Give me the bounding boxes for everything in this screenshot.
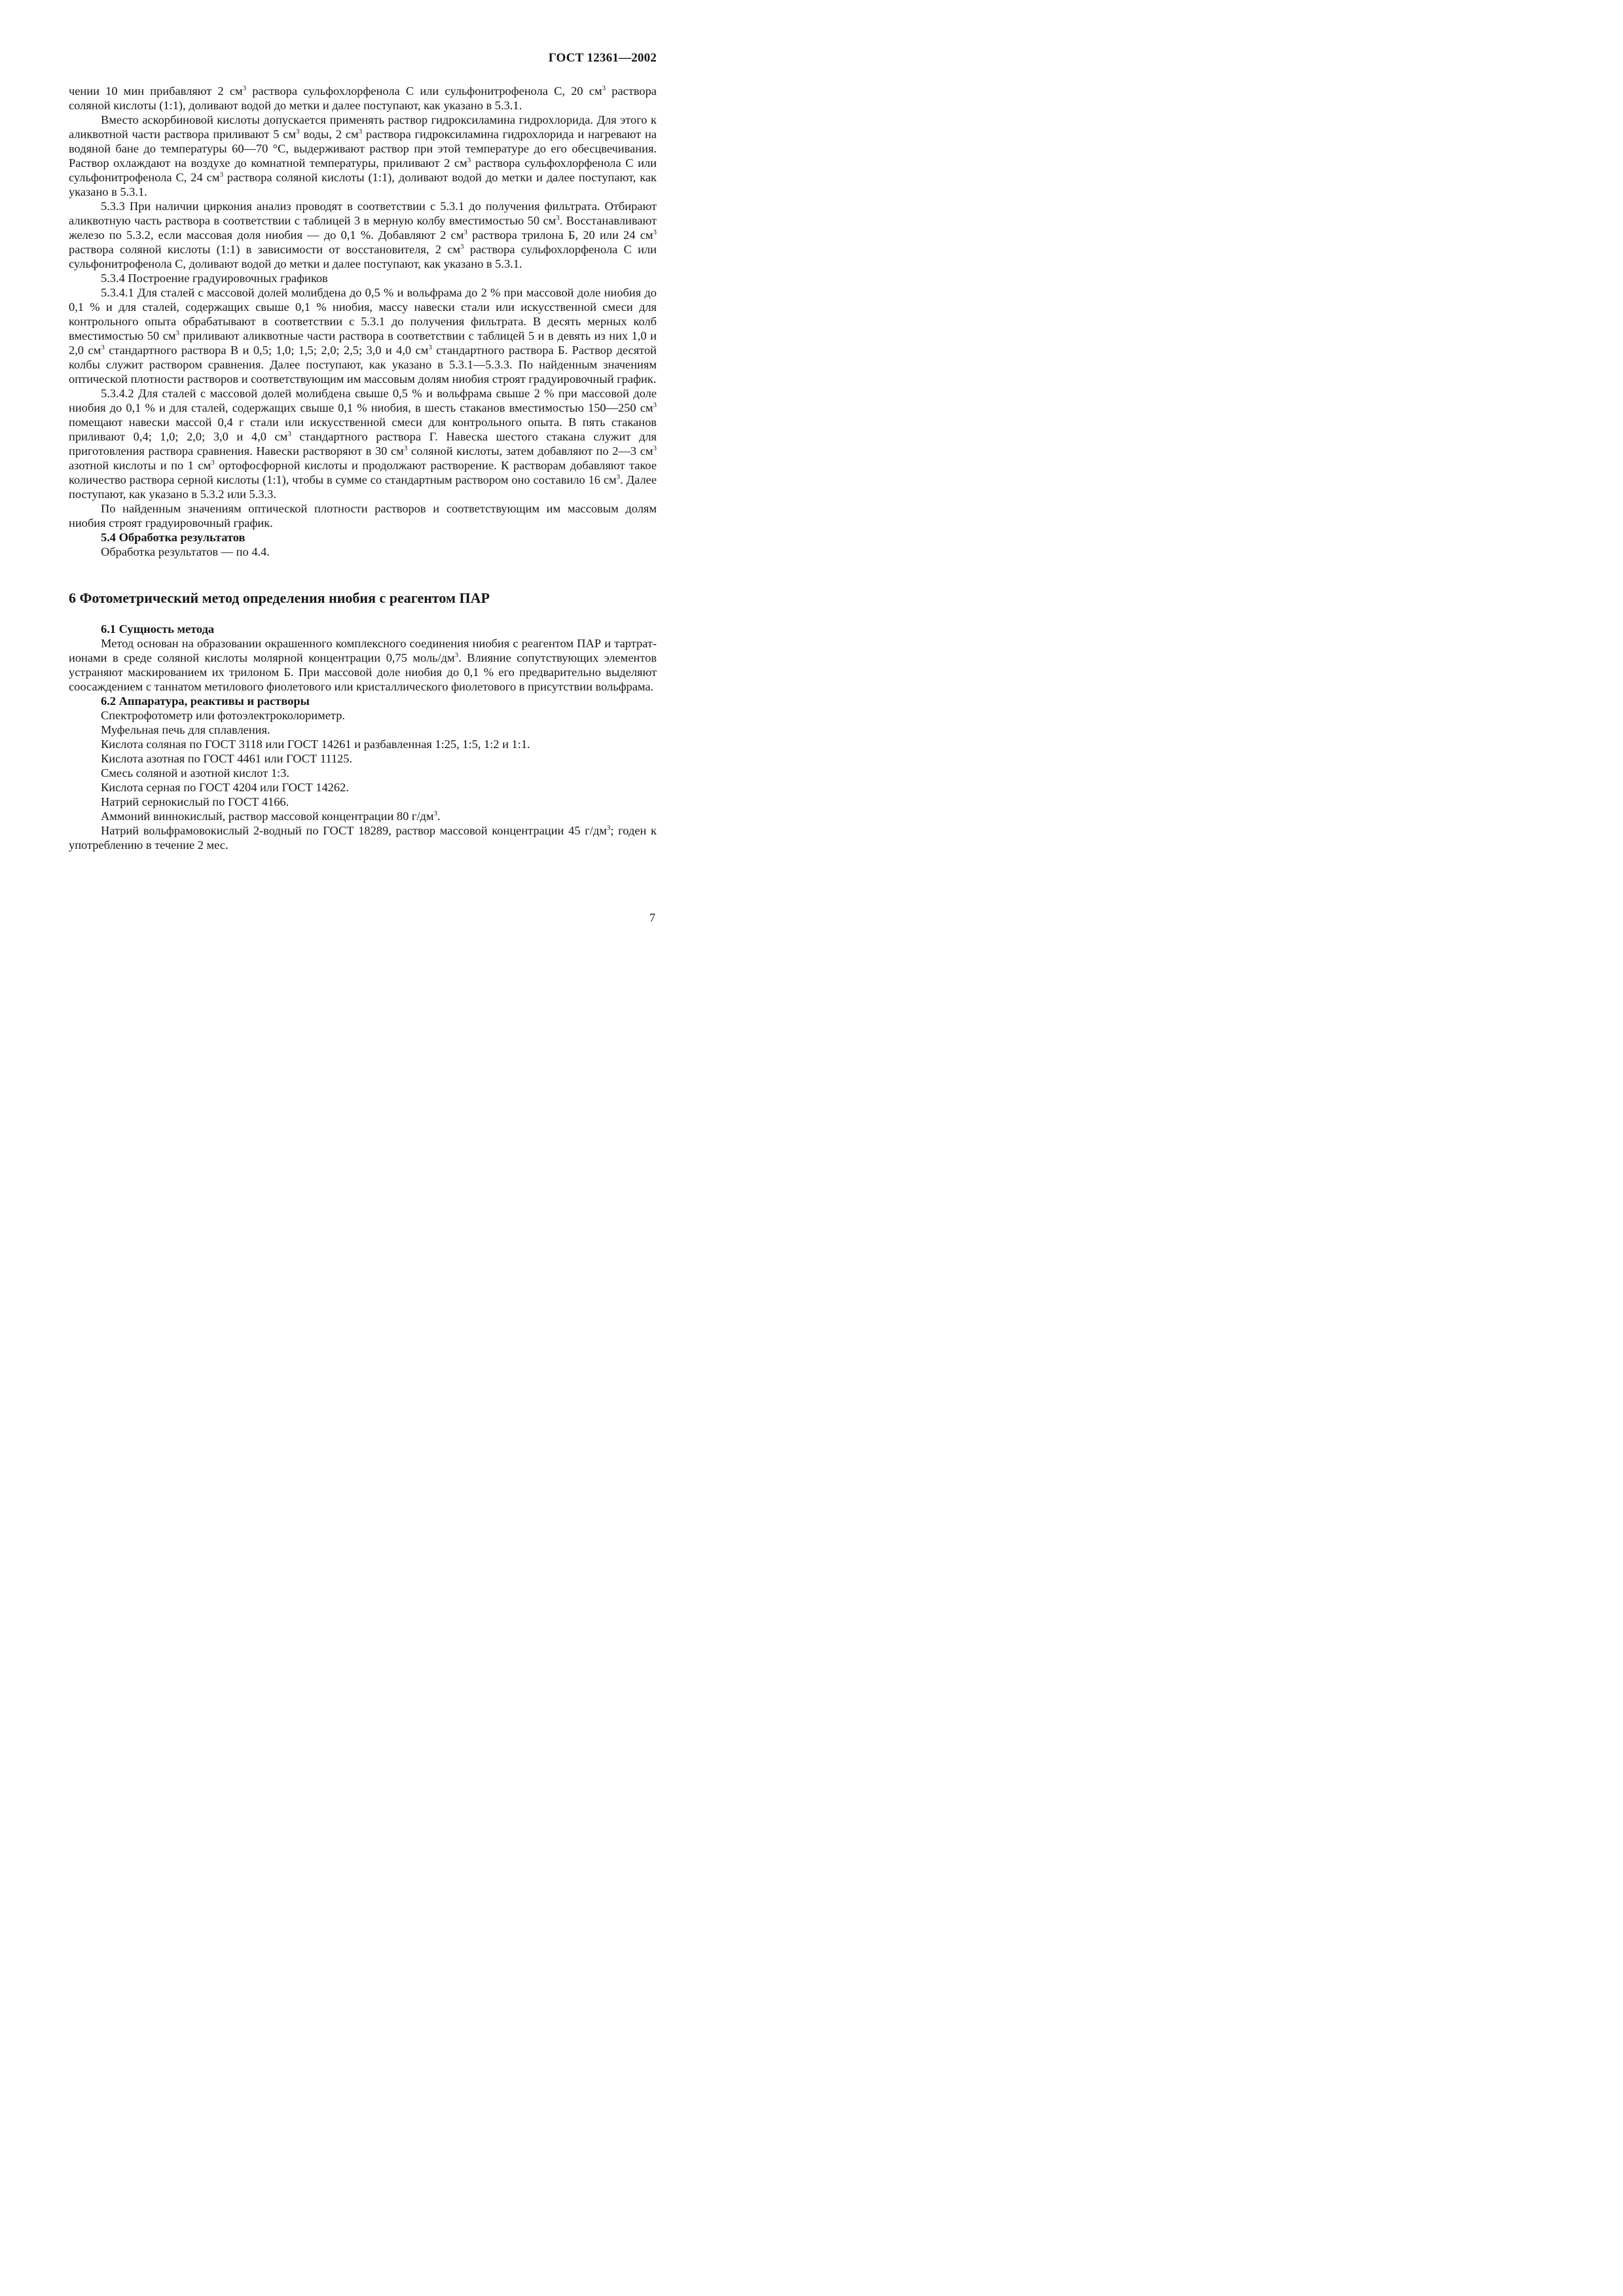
subsection-heading: [69, 622, 657, 636]
paragraph: [69, 84, 657, 113]
text-run: 5.3.3 При наличии циркония анализ проводят в соответствии с 5.3.1 до получения фильтрата. Отбирают аликвотную часть раствора в соответствии с таблицей 3 в мерную колбу вместимостью 50 см: [69, 200, 657, 227]
superscript: 3: [428, 343, 432, 351]
document-body: [69, 84, 657, 852]
text-run: раствора соляной кислоты (1:1), доливают водой до метки и далее поступают, как указано в 5.3.1.: [69, 171, 657, 198]
text-run: ; годен к употреблению в течение 2 мес.: [69, 824, 657, 852]
text-run: ортофосфорной кислоты и продолжают растворение. К растворам добавляют такое количество раствора серной кислоты (1:1), чтобы в сумме со стандартным раствором оно составило 16 см: [69, 459, 657, 486]
paragraph: [69, 723, 657, 737]
superscript: 3: [606, 823, 611, 832]
superscript: 3: [403, 444, 408, 452]
text-run: .: [437, 810, 441, 823]
document-page: [0, 0, 722, 1021]
paragraph: [69, 809, 657, 823]
superscript: 3: [602, 84, 606, 92]
text-run: раствора соляной кислоты (1:1) в зависимости от восстановителя, 2 см: [69, 243, 461, 256]
text-run: Смесь соляной и азотной кислот 1:3.: [101, 766, 289, 780]
text-run: Спектрофотометр или фотоэлектроколориметр.: [101, 709, 345, 722]
text-run: чении 10 мин прибавляют 2 см: [69, 84, 243, 98]
superscript: 3: [616, 473, 621, 481]
text-run: 5.3.4.1 Для сталей с массовой долей молибдена до 0,5 % и вольфрама до 2 % при массовой доле ниобия до 0,1 % и для сталей, содержащих свыше 0,1 % ниобия, массу навески стали или искусственной смеси для контрольного опыта обрабатывают в соответствии с 5.3.1 до получения фильтрата. В десять мерных колб вместимостью 50 см: [69, 286, 657, 342]
superscript: 3: [175, 329, 180, 337]
text-run: Натрий вольфрамовокислый 2-водный по ГОСТ 18289, раствор массовой концентрации 45 г/дм: [101, 824, 607, 837]
text-run: 5.4 Обработка результатов: [101, 531, 246, 544]
superscript: 3: [467, 156, 471, 164]
text-run: соляной кислоты, затем добавляют по 2—3 см: [407, 444, 653, 457]
paragraph: [69, 795, 657, 809]
paragraph: [69, 780, 657, 795]
text-run: Натрий сернокислый по ГОСТ 4166.: [101, 795, 289, 808]
text-run: 6 Фотометрический метод определения ниобия с реагентом ПАР: [69, 590, 490, 606]
text-run: . Восстанавливают железо по 5.3.2, если массовая доля ниобия — до 0,1 %. Добавляют 2 см: [69, 214, 657, 242]
text-run: воды, 2 см: [299, 128, 359, 141]
text-run: приливают аликвотные части раствора в соответствии с таблицей 5 и в девять из них 1,0 и 2,0 см: [69, 329, 657, 357]
paragraph: [69, 823, 657, 852]
superscript: 3: [358, 127, 363, 135]
paragraph: [69, 285, 657, 386]
section-heading: [69, 589, 657, 607]
subsection-heading: [69, 530, 657, 545]
text-run: раствора сульфохлорфенола С или сульфонитрофенола С, 20 см: [246, 84, 602, 98]
superscript: 3: [242, 84, 247, 92]
text-run: 6.1 Сущность метода: [101, 622, 215, 636]
text-run: 5.3.4 Построение градуировочных графиков: [101, 272, 328, 285]
paragraph: [69, 501, 657, 530]
paragraph: [69, 751, 657, 766]
superscript: 3: [101, 343, 105, 351]
text-run: стандартного раствора В и 0,5; 1,0; 1,5; 2,0; 2,5; 3,0 и 4,0 см: [104, 344, 429, 357]
superscript: 3: [460, 242, 464, 251]
superscript: 3: [454, 651, 459, 659]
paragraph: [69, 113, 657, 199]
paragraph: [69, 766, 657, 780]
paragraph: [69, 708, 657, 723]
page-number: 7: [649, 911, 655, 924]
text-run: стандартного раствора Г. Навеска шестого стакана служит для приготовления раствора сравнения. Навески растворяют в 30 см: [69, 430, 657, 457]
superscript: 3: [433, 809, 438, 817]
text-run: Муфельная печь для сплавления.: [101, 723, 270, 736]
text-run: Кислота серная по ГОСТ 4204 или ГОСТ 14262.: [101, 781, 349, 794]
paragraph: [69, 545, 657, 559]
text-run: Кислота соляная по ГОСТ 3118 или ГОСТ 14261 и разбавленная 1:25, 1:5, 1:2 и 1:1.: [101, 738, 530, 751]
superscript: 3: [464, 228, 467, 236]
superscript: 3: [556, 213, 560, 222]
text-run: По найденным значениям оптической плотности растворов и соответствующим им массовым долям ниобия строят градуировочный график.: [69, 502, 657, 529]
superscript: 3: [653, 401, 657, 409]
superscript: 3: [653, 228, 657, 236]
text-run: азотной кислоты и по 1 см: [69, 459, 211, 472]
superscript: 3: [296, 127, 300, 135]
text-run: Аммоний виннокислый, раствор массовой концентрации 80 г/дм: [101, 810, 434, 823]
text-run: 6.2 Аппаратура, реактивы и растворы: [101, 694, 310, 708]
paragraph: [69, 386, 657, 501]
text-run: Обработка результатов — по 4.4.: [101, 545, 270, 558]
text-run: раствора сульфохлорфенола С или сульфонитрофенола С, доливают водой до метки и далее поступают, как указано в 5.3.1.: [69, 243, 657, 270]
text-run: помещают навески массой 0,4 г стали или искусственной смеси для контрольного опыта. В пять стаканов приливают 0,4; 1,0; 2,0; 3,0 и 4,0 см: [69, 416, 657, 443]
text-run: стандартного раствора Б. Раствор десятой колбы служит раствором сравнения. Далее поступают, как указано в 5.3.1—5.3.3. По найденным значениям оптической плотности растворов и соответствующим им массовым долям ниобия строят градуировочный график.: [69, 344, 657, 386]
document-header: ГОСТ 12361—2002: [548, 51, 657, 65]
paragraph: [69, 636, 657, 694]
text-run: раствора сульфохлорфенола С или сульфонитрофенола С, 24 см: [69, 156, 657, 184]
superscript: 3: [287, 429, 291, 438]
text-run: 5.3.4.2 Для сталей с массовой долей молибдена свыше 0,5 % и вольфрама свыше 2 % при массовой доле ниобия до 0,1 % и для сталей, содержащих свыше 0,1 % ниобия, в шесть стаканов вместимостью 150—250 см: [69, 387, 657, 414]
text-run: Метод основан на образовании окрашенного комплексного соединения ниобия с реагентом ПАР и тартрат-ионами в среде соляной кислоты молярной концентрации 0,75 моль/дм: [69, 637, 657, 664]
superscript: 3: [219, 170, 223, 179]
paragraph: [69, 271, 657, 285]
superscript: 3: [211, 458, 215, 467]
paragraph: [69, 737, 657, 751]
text-run: раствора трилона Б, 20 или 24 см: [467, 228, 653, 242]
text-run: раствора соляной кислоты (1:1), доливают водой до метки и далее поступают, как указано в 5.3.1.: [69, 84, 657, 112]
text-run: . Далее поступают, как указано в 5.3.2 или 5.3.3.: [69, 473, 657, 501]
subsection-heading: [69, 694, 657, 708]
text-run: Кислота азотная по ГОСТ 4461 или ГОСТ 11125.: [101, 752, 353, 765]
superscript: 3: [653, 444, 657, 452]
text-run: раствора гидроксиламина гидрохлорида и нагревают на водяной бане до температуры 60—70 °С, выдерживают раствор при этой температуре до его обесцвечивания. Раствор охлаждают на воздухе до комнатной температуры, приливают 2 см: [69, 128, 657, 170]
text-run: Вместо аскорбиновой кислоты допускается применять раствор гидроксиламина гидрохлорида. Для этого к аликвотной части раствора приливают 5 см: [69, 113, 657, 141]
paragraph: [69, 199, 657, 271]
text-run: . Влияние сопутствующих элементов устраняют маскированием их трилоном Б. При массовой доле ниобия до 0,1 % его предварительно выделяют соосаждением с таннатом метилового фиолетового или кристаллического фиолетового в присутствии вольфрама.: [69, 651, 657, 693]
